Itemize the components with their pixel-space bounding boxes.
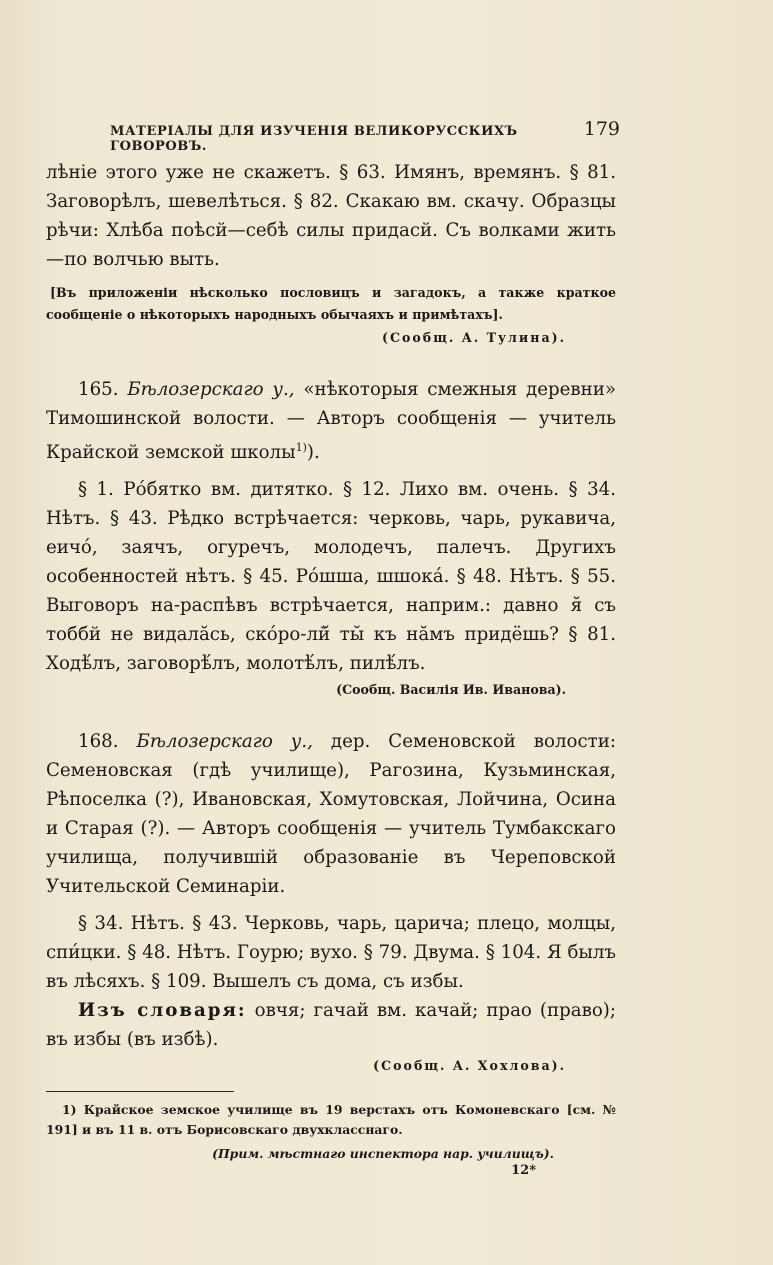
signature-ivanov: (Сообщ. Василія Ив. Иванова). [336,682,566,698]
entry-168-intro: дер. Семеновской волости: Семеновская (гдѣ училище), Рагозина, Кузьминская, Рѣпоселка (?), Ивановская, Хомутовская, Лойчина, Осина и Старая (?). — Авторъ сообщенія — учитель Тумбакскаго училища, получившій образованіе въ Череповской Учительской Семинаріи. [46,731,616,898]
page-content [46,158,616,1178]
footnote-ref: 1) [295,441,307,454]
entry-168-district: Бѣлозерскаго у., [136,731,313,753]
page-number: 179 [583,118,620,140]
entry-165-district: Бѣлозерскаго у., [127,379,295,400]
entry-165 [46,375,616,467]
entry-165-intro-end: ). [306,442,320,464]
dictionary-label: Изъ словаря: [78,1000,247,1022]
appendix-note: [Въ приложеніи нѣсколько пословицъ и загадокъ, а также краткое сообщеніе о нѣкоторыхъ народныхъ обычаяхъ и примѣтахъ]. [46,285,616,322]
footnote-signature: (Прим. мѣстнаго инспектора нар. училищъ). [212,1146,554,1162]
entry-165-intro: «нѣкоторыя смежныя деревни» Тимошинской волости. — Авторъ сообщенія — учитель Крайской земской школы [46,379,616,464]
footnote-rule [46,1091,234,1092]
continued-paragraph: лѣніе этого уже не скажетъ. § 63. Имянъ, времянъ. § 81. Заговорѣлъ, шевелѣться. § 82. Скакаю вм. скачу. Образцы рѣчи: Хлѣба поѣсй—себѣ силы придасй. Съ волками жить—по волчью выть. [46,162,616,270]
running-head: МАТЕРІАЛЫ ДЛЯ ИЗУЧЕНІЯ ВЕЛИКОРУССКИХЪ ГОВОРОВЪ. [110,124,518,154]
entry-168 [46,727,616,901]
footnote-text: 1) Крайское земское училище въ 19 верстахъ отъ Комоневскаго [см. № 191] и въ 11 в. отъ Борисовскаго двухкласснаго. [46,1102,616,1138]
page-header [110,118,620,154]
entry-168-details: § 34. Нѣтъ. § 43. Черковь, чарь, царича; плецо, молцы, спи́цки. § 48. Нѣтъ. Гоурю; вухо. § 79. Двума. § 104. Я былъ въ лѣсяхъ. § 109. Вышелъ съ дома, съ избы. [46,913,616,993]
entry-168-dictionary [46,996,616,1054]
entry-165-number: 165. [78,379,119,400]
sheet-mark: 12* [511,1163,536,1179]
entry-168-number: 168. [78,731,119,753]
dictionary-text: овчя; гачай вм. качай; прао (право); въ избы (въ избѣ). [46,1000,616,1051]
signature-khokhlov: (Сообщ. А. Хохлова). [373,1058,566,1074]
entry-165-details: § 1. Рóбятко вм. дитятко. § 12. Лихо вм. очень. § 34. Нѣтъ. § 43. Рѣдко встрѣчается: черковь, чарь, рукавича, еичó, заячъ, огуречъ, молодечъ, палечъ. Другихъ особенностей нѣтъ. § 45. Рóшша, шшокá. § 48. Нѣтъ. § 55. Выговоръ на-распѣвъ встрѣчается, наприм.: давно я̆ съ тоббй не видалӑсь, скóро-лй̆ ты̆ къ нӑмъ придёшь? § 81. Ходѣ́лъ, заговорѣ́лъ, молотѣ́лъ, пилѣ́лъ. [46,479,616,675]
signature-tulin: (Сообщ. А. Тулина). [382,330,566,345]
